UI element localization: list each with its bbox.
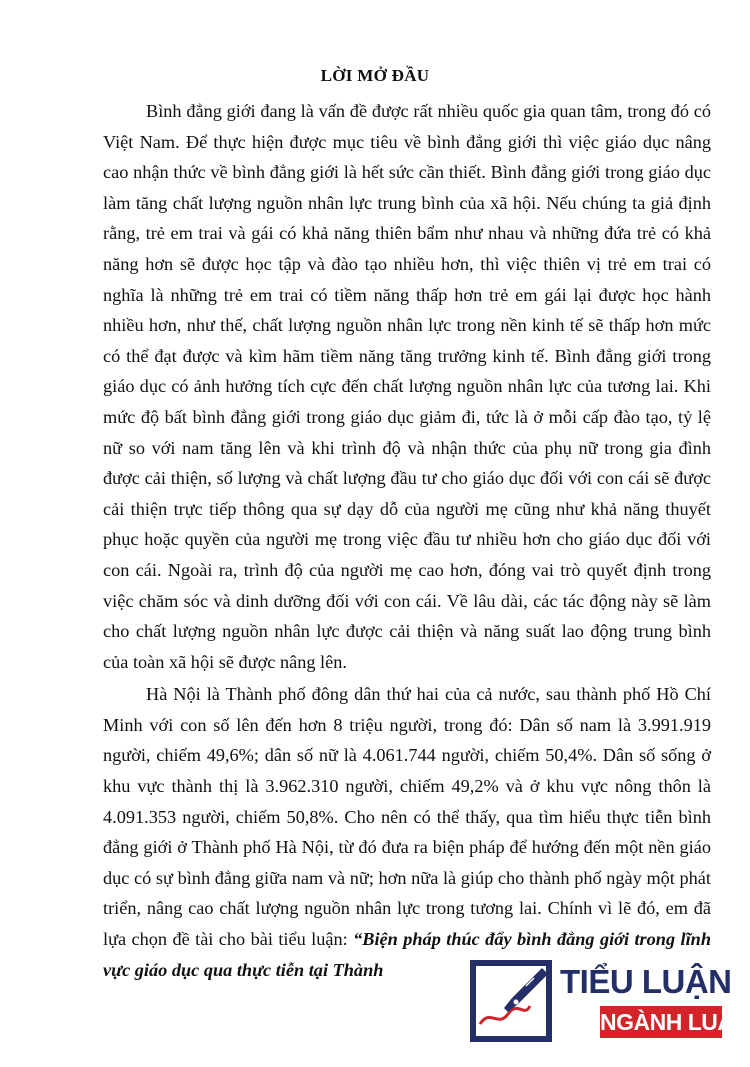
paragraph-1: Bình đẳng giới đang là vấn đề được rất nhiều quốc gia quan tâm, trong đó có Việt Nam. Để thực hiện được mục tiêu về bình đẳng giới thì việc giáo dục nâng cao nhận thức về bình đẳng giới là hết sức cần thiết. Bình đẳng giới trong giáo dục làm tăng chất lượng nguồn nhân lực trung bình của xã hội. Nếu chúng ta giả định rằng, trẻ em trai và gái có khả năng thiên bẩm như nhau và những đứa trẻ có khả năng hơn sẽ được học tập và đào tạo nhiều hơn, thì việc thiên vị trẻ em trai có nghĩa là những trẻ em trai có tiềm năng thấp hơn trẻ em gái lại được học hành nhiều hơn, như thế, chất lượng nguồn nhân lực trong nền kinh tế sẽ thấp hơn mức có thể đạt được và kìm hãm tiềm năng tăng trưởng kinh tế. Bình đẳng giới trong giáo dục có ảnh hưởng tích cực đến chất lượng nguồn nhân lực của tương lai. Khi mức độ bất bình đẳng giới trong giáo dục giảm đi, tức là ở mỗi cấp đào tạo, tỷ lệ nữ so với nam tăng lên và khi trình độ và nhận thức của phụ nữ trong gia đình được cải thiện, số lượng và chất lượng đầu tư cho giáo dục đối với con cái sẽ được cải thiện trực tiếp thông qua sự dạy dỗ của người mẹ cũng như khả năng thuyết phục hoặc quyền của người mẹ trong việc đầu tư nhiều hơn cho giáo dục đối với con cái. Ngoài ra, trình độ của người mẹ cao hơn, đóng vai trò quyết định trong việc chăm sóc và dinh dưỡng đối với con cái. Về lâu dài, các tác động này sẽ làm cho chất lượng nguồn nhân lực được cải thiện và năng suất lao động trung bình của toàn xã hội sẽ được nâng lên. <box>103 101 711 672</box>
paragraph-2-text: Hà Nội là Thành phố đông dân thứ hai của cả nước, sau thành phố Hồ Chí Minh với con số lên đến hơn 8 triệu người, trong đó: Dân số nam là 3.991.919 người, chiếm 49,6%; dân số nữ là 4.061.744 người, chiếm 50,4%. Dân số sống ở khu vực thành thị là 3.962.310 người, chiếm 49,2% và ở khu vực nông thôn là 4.091.353 người, chiếm 50,8%. Cho nên có thể thấy, qua tìm hiểu thực tiễn bình đẳng giới ở Thành phố Hà Nội, từ đó đưa ra biện pháp để hướng đến một nền giáo dục có sự bình đẳng giữa nam và nữ; hơn nữa là giúp cho thành phố ngày một phát triển, nâng cao chất lượng nguồn nhân lực trong tương lai. Chính vì lẽ đó, em đã lựa chọn đề tài cho bài tiểu luận: <box>103 684 711 950</box>
logo-title: TIỂU LUẬN <box>560 963 732 1000</box>
document-body <box>103 96 711 985</box>
fountain-pen-nib-icon <box>468 958 554 1044</box>
watermark-logo <box>468 958 750 1045</box>
paragraph-2 <box>103 679 711 985</box>
thesis-title-emphasis: “Biện pháp thúc đẩy bình đẳng giới trong lĩnh vực giáo dục qua thực tiễn tại Thành <box>103 929 711 980</box>
logo-subtitle: NGÀNH LUẬT <box>600 1006 722 1038</box>
document-heading: LỜI MỞ ĐẦU <box>320 66 430 85</box>
